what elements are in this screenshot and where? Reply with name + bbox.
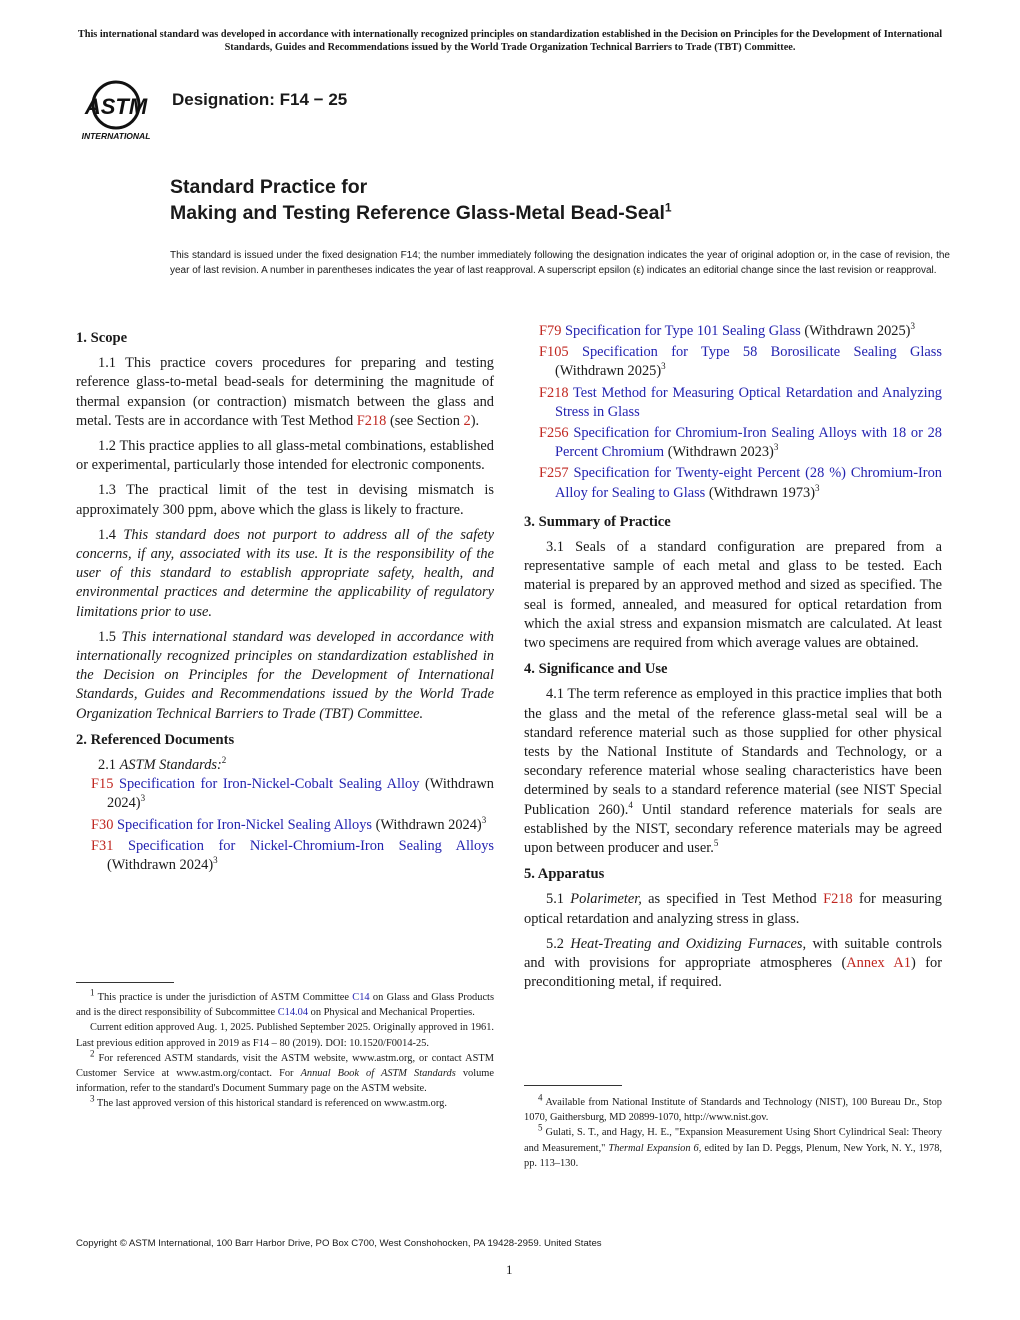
section-apparatus-heading: 5. Apparatus: [524, 866, 605, 883]
section-scope-heading: 1. Scope: [76, 330, 128, 346]
ref-title-link[interactable]: Specification for Nickel-Chromium-Iron Sealing Alloys: [127, 837, 494, 854]
footnote-3: $^3$ The last approved version of this historical standard is referenced on www.astm.org.: [90, 1093, 447, 1110]
section-summary-heading: 3. Summary of Practice: [524, 513, 671, 530]
scope-1-1: 1.1 This practice covers procedures for preparing and testing reference glass-to-metal bead-seals for determining the magnitude of thermal expansion (or contraction) mismatch between the glass and metal. Tests are in accordance with Test Method F218 (see Section 2).: [76, 355, 494, 429]
svg-text:ASTM: ASTM: [84, 94, 148, 119]
title-line-1: Standard Practice for: [170, 176, 368, 198]
ref-title-link[interactable]: Specification for Type 101 Sealing Glass: [565, 323, 801, 339]
ref-code-link[interactable]: F105: [539, 344, 569, 361]
footnotes-right: [524, 1092, 942, 1171]
copyright: Copyright © ASTM International, 100 Barr Harbor Drive, PO Box C700, West Conshohocken, PA 19428-2959. United States: [76, 1238, 602, 1249]
right-column: [524, 322, 942, 999]
summary-3-1: 3.1 Seals of a standard configuration are prepared from a representative sample of each metal and glass to be tested. Each material is prepared by an approved method and sized as specified. The seal is formed, annealed, and measured for optical retardation from which the axial stress and expansion mismatch are calculated. At least two specimens are required from which average values are obtained.: [524, 539, 942, 652]
ref-code-link[interactable]: F256: [539, 425, 569, 442]
ref-item: F31 Specification for Nickel-Chromium-Iron Sealing Alloys (Withdrawn 2024)$^3$: [91, 837, 494, 874]
astm-standards-label: 2.1 ASTM Standards:$^2$: [98, 755, 227, 774]
ref-item: [524, 384, 942, 422]
ref-title-link[interactable]: Test Method for Measuring Optical Retardation and Analyzing Stress in Glass: [555, 384, 943, 420]
astm-logo: [72, 75, 162, 145]
wto-notice: This international standard was developed in accordance with internationally recognized principles on standardization established in the Decision on Principles for the Development of International Standards, Guides and Recommendations issued by the World Trade Organization Technical Barriers to Trade (TBT) Committee.: [77, 29, 943, 53]
footnote-1: $^1$ This practice is under the jurisdiction of ASTM Committee C14 on Glass and Glass Products and is the direct responsibility of Subcommittee C14.04 on Physical and Mechanical Properties.: [76, 987, 494, 1019]
page-number: 1: [506, 1262, 513, 1277]
ref-item: F30 Specification for Iron-Nickel Sealing Alloys (Withdrawn 2024)$^3$: [91, 814, 487, 833]
issue-note: This standard is issued under the fixed designation F14; the number immediately following the designation indicates the year of original adoption or, in the case of revision, the year of last revision. A number in parentheses indicates the year of last reapproval. A superscript epsilon (ε) indicates an editorial change since the last revision or reapproval.: [170, 250, 950, 276]
ref-title-link[interactable]: Specification for Iron-Nickel Sealing Alloys: [117, 816, 372, 833]
link-c14[interactable]: C14: [352, 992, 370, 1003]
scope-1-3: 1.3 The practical limit of the test in devising mismatch is approximately 300 ppm, above which the glass is likely to fracture.: [76, 482, 494, 518]
astm-logo-icon: [72, 75, 162, 145]
link-section-2[interactable]: 2: [463, 412, 471, 429]
link-c14-04[interactable]: C14.04: [277, 1007, 309, 1019]
ref-code-link[interactable]: F218: [539, 384, 569, 401]
section-refdocs-heading: 2. Referenced Documents: [76, 731, 235, 748]
left-column: [76, 322, 494, 877]
footnotes-left: [76, 987, 495, 1112]
apparatus-5-1: 5.1 Polarimeter, as specified in Test Method F218 for measuring optical retardation and analyzing stress in glass.: [524, 891, 942, 927]
ref-title-link[interactable]: Specification for Iron-Nickel-Cobalt Sealing Alloy: [118, 776, 420, 793]
ref-code-link[interactable]: F30: [91, 816, 114, 833]
ref-code-link[interactable]: F257: [539, 465, 569, 482]
footnote-4: $^4$ Available from National Institute of Standards and Technology (NIST), 100 Bureau Dr., Stop 1070, Gaithersburg, MD 20899-1070, http://www.nist.gov.: [524, 1092, 942, 1124]
link-f218[interactable]: F218: [356, 412, 387, 429]
ref-item: F15 Specification for Iron-Nickel-Cobalt Sealing Alloy (Withdrawn 2024)$^3$: [91, 776, 494, 812]
footnote-2: $^2$ For referenced ASTM standards, visit the ASTM website, www.astm.org, or contact ASTM Customer Service at www.astm.org/contact. For Annual Book of ASTM Standards volume information, refer to the standard's Document Summary page on the ASTM website.: [76, 1048, 495, 1095]
ref-code-link[interactable]: F31: [91, 837, 114, 854]
ref-code-link[interactable]: F15: [91, 776, 114, 793]
ref-title-link[interactable]: Specification for Type 58 Borosilicate Sealing Glass: [581, 344, 942, 361]
section-significance-heading: 4. Significance and Use: [524, 661, 668, 678]
svg-text:INTERNATIONAL: INTERNATIONAL: [81, 131, 151, 141]
ref-title-link[interactable]: Specification for Twenty-eight Percent (28 %) Chromium-Iron Alloy for Sealing to Glass: [555, 465, 942, 501]
footnote-rule-left: [76, 982, 174, 983]
scope-1-2: 1.2 This practice applies to all glass-metal combinations, established or experimental, particularly those intended for electronic components.: [76, 438, 494, 474]
ref-item: F257 Specification for Twenty-eight Percent (28 %) Chromium-Iron Alloy for Sealing to Glass (Withdrawn 1973)$^3$: [539, 465, 942, 501]
designation: Designation: F14 − 25: [172, 90, 348, 109]
link-annex-a1[interactable]: Annex A1: [846, 955, 911, 972]
apparatus-5-2: 5.2 Heat-Treating and Oxidizing Furnaces, with suitable controls and with provisions for appropriate atmospheres (Annex A1) for preconditioning metal, if required.: [524, 935, 942, 991]
ref-item: F256 Specification for Chromium-Iron Sealing Alloys with 18 or 28 Percent Chromium (Withdrawn 2023)$^3$: [539, 425, 942, 461]
ref-item: F79 Specification for Type 101 Sealing Glass (Withdrawn 2025)$^3$: [539, 321, 915, 339]
ref-code-link[interactable]: F79: [539, 323, 562, 339]
scope-1-4: 1.4 This standard does not purport to address all of the safety concerns, if any, associated with its use. It is the responsibility of the user of this standard to establish appropriate safety, health, and environmental practices and determine the applicability of regulatory limitations prior to use.: [76, 526, 494, 620]
significance-4-1: 4.1 The term reference as employed in this practice implies that both the glass and the metal of the reference glass-metal seal will be a standard reference material such as those supplied for other physical tests by the National Institute of Standards and Technology, or a secondary reference material whose sealing characteristics have been determined by seals to a standard reference material (see NIST Special Publication 260).$^4$ Until standard reference materials for seals are established by the NIST, secondary reference materials may be agreed upon between producer and user.$^5$: [524, 686, 942, 857]
scope-1-5: 1.5 This international standard was developed in accordance with internationally recognized principles on standardization established in the Decision on Principles for the Development of International Standards, Guides and Recommendations issued by the World Trade Organization Technical Barriers to Trade (TBT) Committee.: [76, 628, 494, 722]
footnote-rule-right: [524, 1085, 622, 1086]
document-title: [170, 174, 870, 226]
footnote-5: $^5$ Gulati, S. T., and Hagy, H. E., "Expansion Measurement Using Short Cylindrical Seal: Theory and Measurement," Thermal Expansion 6, edited by Ian D. Peggs, Plenum, New York, N. Y., 1978, pp. 113–130.: [524, 1122, 942, 1169]
title-line-2: Making and Testing Reference Glass-Metal Bead-Seal$^1$: [170, 200, 672, 224]
ref-item: F105 Specification for Type 58 Borosilicate Sealing Glass (Withdrawn 2025)$^3$: [539, 344, 942, 380]
link-f218[interactable]: F218: [823, 891, 853, 908]
ref-title-link[interactable]: Specification for Chromium-Iron Sealing Alloys with 18 or 28 Percent Chromium: [555, 425, 942, 461]
footnote-1-edition: Current edition approved Aug. 1, 2025. Published September 2025. Originally approved in 1961. Last previous edition approved in 2019 as F14 – 80 (2019). DOI: 10.1520/F0014-25.: [76, 1022, 494, 1049]
